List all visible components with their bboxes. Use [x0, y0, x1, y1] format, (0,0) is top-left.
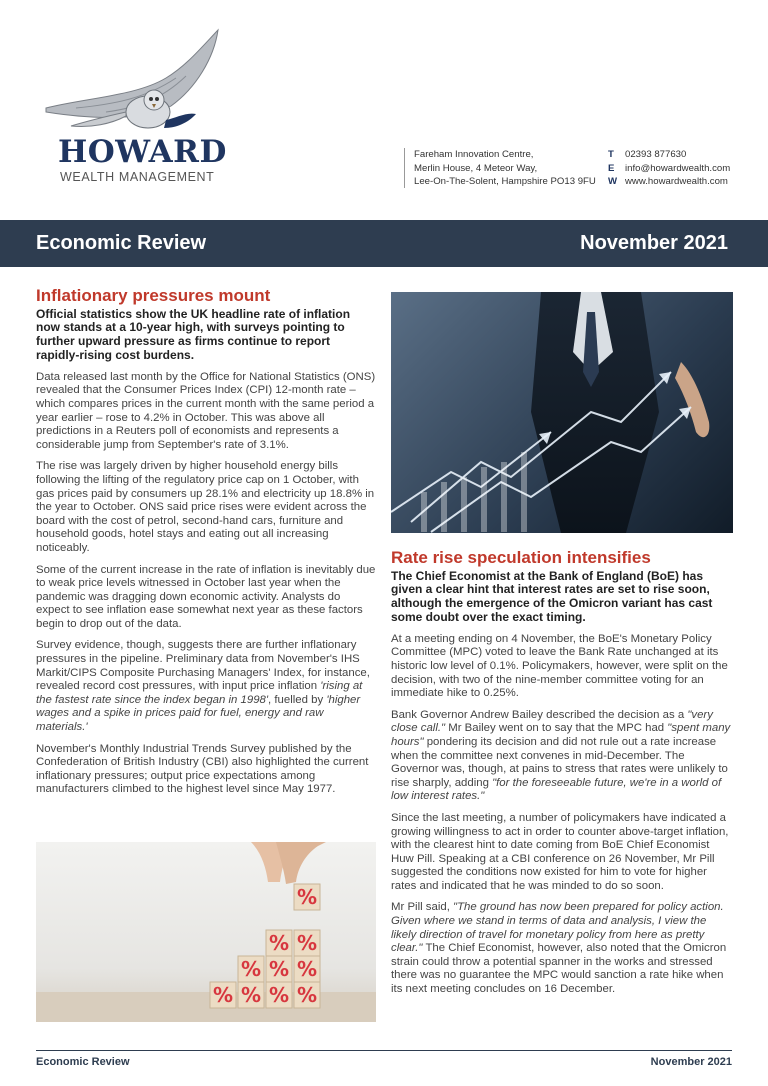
- banner-title: Economic Review: [36, 232, 207, 254]
- percent-block: %: [212, 983, 234, 1007]
- rising-arrows-illustration: [391, 292, 733, 533]
- text-run: Mr Pill said,: [391, 901, 454, 914]
- contact-details: [608, 148, 730, 189]
- article-paragraph: Since the last meeting, a number of policymakers have indicated a growing willingness to act in order to counter above-target inflation, with the clearest hint to date coming from BoE Chief Economist Huw Pill. Speaking at a CBI conference on 26 November, Mr Pill suggested the conditions now existed for him to vote for higher rates and indicated that he was minded to do so soon.: [391, 811, 729, 892]
- percent-blocks-illustration: [36, 842, 376, 1022]
- footer-date: November 2021: [650, 1056, 732, 1068]
- web-value: www.howardwealth.com: [625, 176, 728, 188]
- text-run: Mr Bailey went on to say that the MPC had: [445, 722, 668, 735]
- contact-website: [608, 175, 730, 189]
- article-heading: Rate rise speculation intensifies: [391, 548, 651, 567]
- web-key: W: [608, 176, 618, 188]
- article-paragraph: [36, 639, 376, 734]
- address-line: Merlin House, 4 Meteor Way,: [414, 162, 538, 174]
- quote-run: "very close call.": [391, 708, 713, 735]
- percent-block: %: [296, 983, 318, 1007]
- contact-phone: [608, 148, 730, 162]
- percent-blocks-photo: [36, 842, 376, 1022]
- percent-block: %: [268, 957, 290, 981]
- article-paragraph: The rise was largely driven by higher household energy bills following the lifting of the regulatory price cap on 1 October, with gas prices paid by consumers up 28.1% and electricity up 18.8% in the year to October. ONS said price rises were evident across the board with the cost of petrol, second-hand cars, furniture and household goods, hotel stays and eating out all increasing noticeably.: [36, 460, 375, 554]
- quote-run: "for the foreseeable future, we're in a world of low interest rates.": [391, 776, 722, 803]
- address-line: Fareham Innovation Centre,: [414, 149, 534, 160]
- percent-block: %: [296, 957, 318, 981]
- text-run: , fuelled by: [268, 693, 327, 706]
- address-line: Lee-On-The-Solent, Hampshire PO13 9FU: [414, 176, 596, 188]
- article-paragraph: November's Monthly Industrial Trends Survey published by the Confederation of British Industry (CBI) also highlighted the current inflationary pressures; output price expectations among manufacturers climbed to the highest level since May 1977.: [36, 742, 369, 796]
- article-lead: Official statistics show the UK headline rate of inflation now stands at a 10-year high, with surveys pointing to further upward pressure as firms continue to report rapidly-rising cost burdens.: [36, 306, 351, 362]
- quote-run: "The ground has now been prepared for policy action. Given where we stand in terms of data and analysis, I view the likely direction of travel for monetary policy from here as pretty clear.": [391, 901, 724, 955]
- article-heading: Inflationary pressures mount: [36, 286, 271, 305]
- address-block: [404, 148, 596, 188]
- phone-key: T: [608, 149, 614, 160]
- percent-block: %: [296, 885, 318, 909]
- quote-run: 'higher wages and a spike in prices paid for fuel, energy and raw materials.': [36, 693, 361, 734]
- article-rate-rise: [391, 548, 733, 1005]
- brand-subtitle: WEALTH MANAGEMENT: [60, 170, 215, 184]
- article-paragraph: Data released last month by the Office for National Statistics (ONS) revealed that the Consumer Prices Index (CPI) 12-month rate – which compares prices in the current month with the same period a year earlier – rose to 4.2% in October. This was above all predictions in a Reuters poll of economists and represents a considerable jump from September's rate of 3.1%.: [36, 370, 376, 451]
- text-run: pondering its decision and did not rule out a rate increase when the committee next convenes in mid-December. The Governor was, though, at pains to stress that rates were unlikely to rise sharply, adding: [391, 735, 728, 789]
- percent-block: %: [268, 931, 290, 955]
- quote-run: 'rising at the fastest rate since the index began in 1998': [36, 680, 363, 706]
- article-paragraph: [391, 901, 733, 996]
- email-key: E: [608, 162, 615, 174]
- brand-name: HOWARD: [58, 134, 227, 170]
- text-run: Bank Governor Andrew Bailey described the decision as a: [391, 708, 688, 721]
- footer-divider: [36, 1050, 732, 1051]
- article-paragraph: [391, 709, 733, 804]
- article-lead: The Chief Economist at the Bank of England (BoE) has given a clear hint that interest rates are set to rise soon, although the emergence of the Omicron variant has cast some doubt over the exact timing.: [391, 568, 713, 624]
- banner-date: November 2021: [580, 232, 728, 254]
- email-value: info@howardwealth.com: [625, 162, 731, 174]
- text-run: The Chief Economist, however, also noted that the Omicron strain could throw a potential spanner in the works and stressed there was no guarantee the MPC would sanction a rate hike when its next meeting concludes on 16 December.: [391, 942, 727, 996]
- contact-email: [608, 162, 730, 176]
- rising-arrows-photo: [391, 292, 733, 533]
- phone-value: 02393 877630: [625, 149, 687, 160]
- percent-block: %: [240, 983, 262, 1007]
- text-run: Survey evidence, though, suggests there are further inflationary pressures in the pipeline. Preliminary data from November's IHS Markit/CIPS Composite Purchasing Managers' Index, for instance, revealed record cost pressures, with input price inflation: [36, 639, 370, 693]
- article-paragraph: Some of the current increase in the rate of inflation is inevitably due to weak price levels witnessed in October last year when the pandemic was dragging down economic activity. Analysts do expect to see inflation ease somewhat next year as these factors begin to drop out of the data.: [36, 563, 376, 630]
- percent-block: %: [296, 931, 318, 955]
- percent-block: %: [240, 957, 262, 981]
- article-paragraph: At a meeting ending on 4 November, the BoE's Monetary Policy Committee (MPC) voted to leave the Bank Rate unchanged at its historic low level of 0.1%. Policymakers, however, were split on the decision, with two of the nine-member committee voting for an immediate hike to 0.25%.: [391, 632, 728, 700]
- quote-run: "spent many hours": [391, 722, 731, 748]
- footer-title: Economic Review: [36, 1056, 130, 1068]
- article-inflation: [36, 286, 376, 805]
- percent-block: %: [268, 983, 290, 1007]
